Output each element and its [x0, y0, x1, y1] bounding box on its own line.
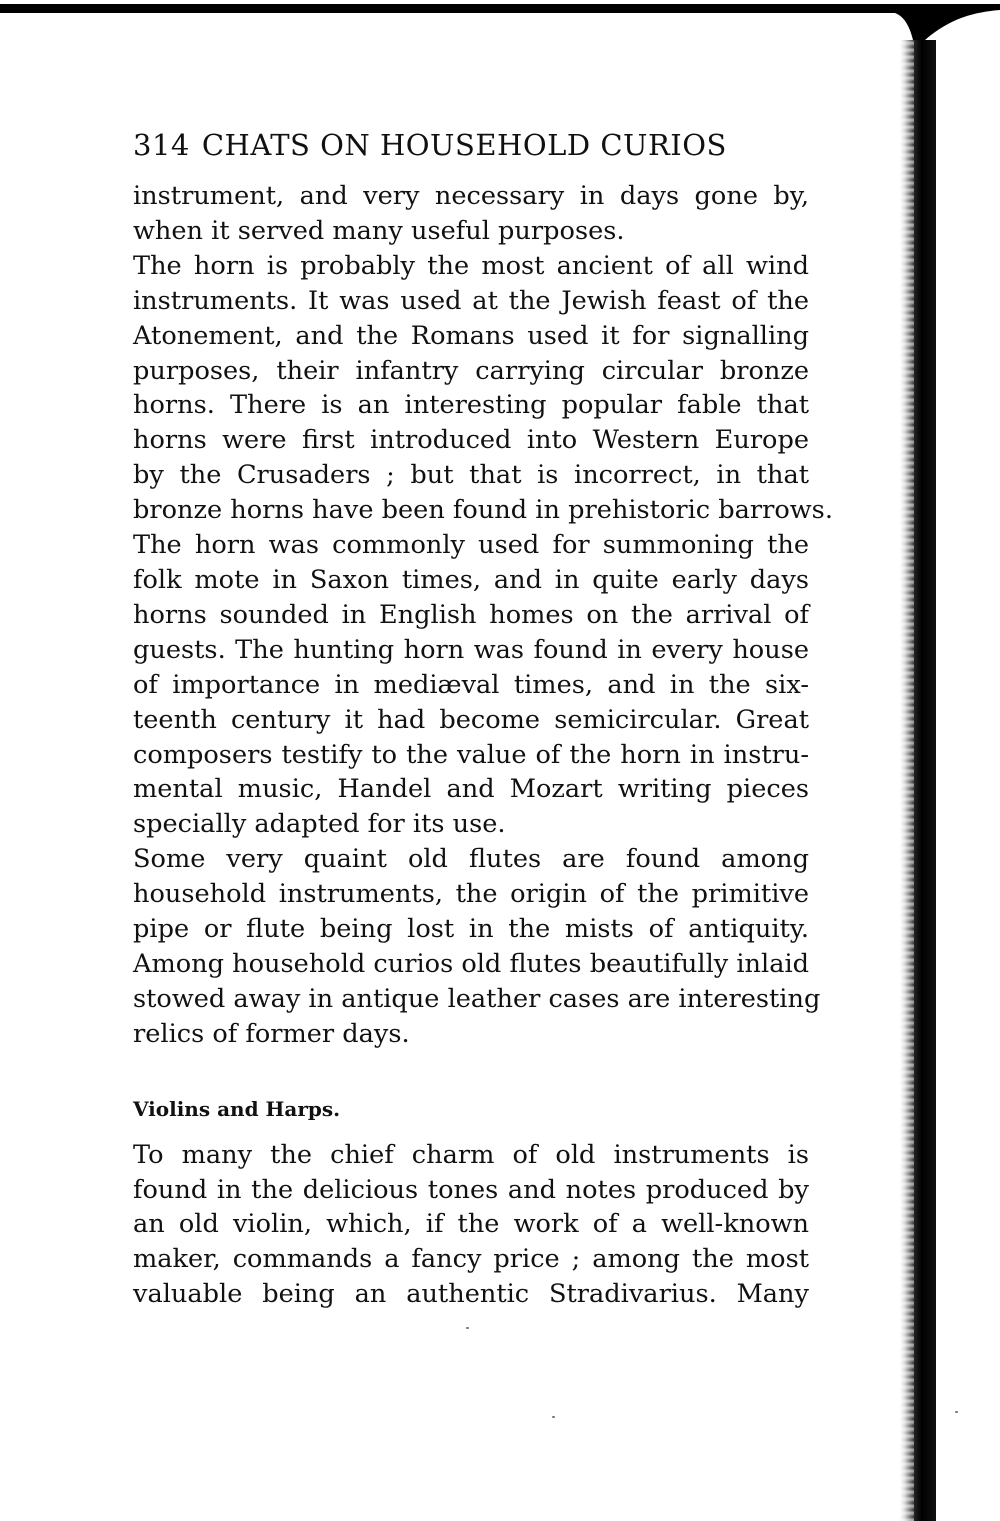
- section-heading: Violins and Harps.: [133, 1096, 341, 1121]
- paragraph-violins: [133, 1138, 809, 1313]
- running-head: [133, 125, 809, 165]
- text-line: of importance in mediæval times, and in the six-: [133, 669, 809, 700]
- text-line: To many the chief charm of old instruments is: [133, 1139, 809, 1170]
- text-line: purposes, their infantry carrying circular bronze: [133, 355, 809, 386]
- text-line: composers testify to the value of the horn in instru-: [133, 739, 809, 770]
- book-page: [133, 125, 833, 1312]
- page-edge-shadow: [900, 40, 936, 1521]
- text-line: Among household curios old flutes beautifully inlaid: [133, 948, 810, 979]
- text-line: found in the delicious tones and notes produced by: [133, 1174, 809, 1205]
- paper-speck: [955, 1411, 958, 1413]
- text-line: Some very quaint old flutes are found among: [133, 844, 809, 875]
- text-line: bronze horns have been found in prehistoric barrows.: [133, 495, 833, 526]
- text-line: horns were first introduced into Western Europe: [133, 425, 809, 456]
- paper-speck: [552, 1416, 555, 1418]
- paper-speck: [466, 1327, 469, 1329]
- text-line: teenth century it had become semicircular. Great: [133, 704, 809, 735]
- page-number: 314: [133, 128, 190, 162]
- paragraph-horn: [133, 249, 833, 842]
- paragraph-instrument: [133, 179, 809, 249]
- text-line: horns. There is an interesting popular fable that: [133, 390, 809, 421]
- top-edge-curl: [895, 4, 1000, 44]
- text-line: guests. The hunting horn was found in every house: [133, 634, 809, 665]
- text-line: pipe or flute being lost in the mists of antiquity.: [133, 914, 809, 945]
- text-line: horns sounded in English homes on the arrival of: [133, 599, 809, 630]
- text-line: when it served many useful purposes.: [133, 215, 625, 246]
- text-line: by the Crusaders ; but that is incorrect, in that: [133, 460, 809, 491]
- text-line: The horn was commonly used for summoning the: [133, 530, 809, 561]
- paragraph-flutes: [133, 842, 821, 1051]
- text-line: valuable being an authentic Stradivarius. Many: [133, 1279, 809, 1310]
- text-line: mental music, Handel and Mozart writing pieces: [133, 774, 809, 805]
- text-line: relics of former days.: [133, 1018, 410, 1049]
- text-line: instruments. It was used at the Jewish feast of the: [133, 285, 809, 316]
- top-edge-rule: [0, 4, 905, 13]
- text-line: specially adapted for its use.: [133, 809, 506, 840]
- text-line: stowed away in antique leather cases are interesting: [133, 983, 821, 1014]
- running-head-title: CHATS ON HOUSEHOLD CURIOS: [201, 128, 727, 162]
- text-line: Atonement, and the Romans used it for signalling: [133, 320, 809, 351]
- text-line: maker, commands a fancy price ; among the most: [133, 1244, 809, 1275]
- text-line: household instruments, the origin of the primitive: [133, 879, 809, 910]
- text-line: folk mote in Saxon times, and in quite early days: [133, 564, 809, 595]
- text-line: instrument, and very necessary in days gone by,: [133, 181, 809, 211]
- text-line: an old violin, which, if the work of a well-known: [133, 1209, 809, 1240]
- text-line: The horn is probably the most ancient of all wind: [133, 250, 809, 281]
